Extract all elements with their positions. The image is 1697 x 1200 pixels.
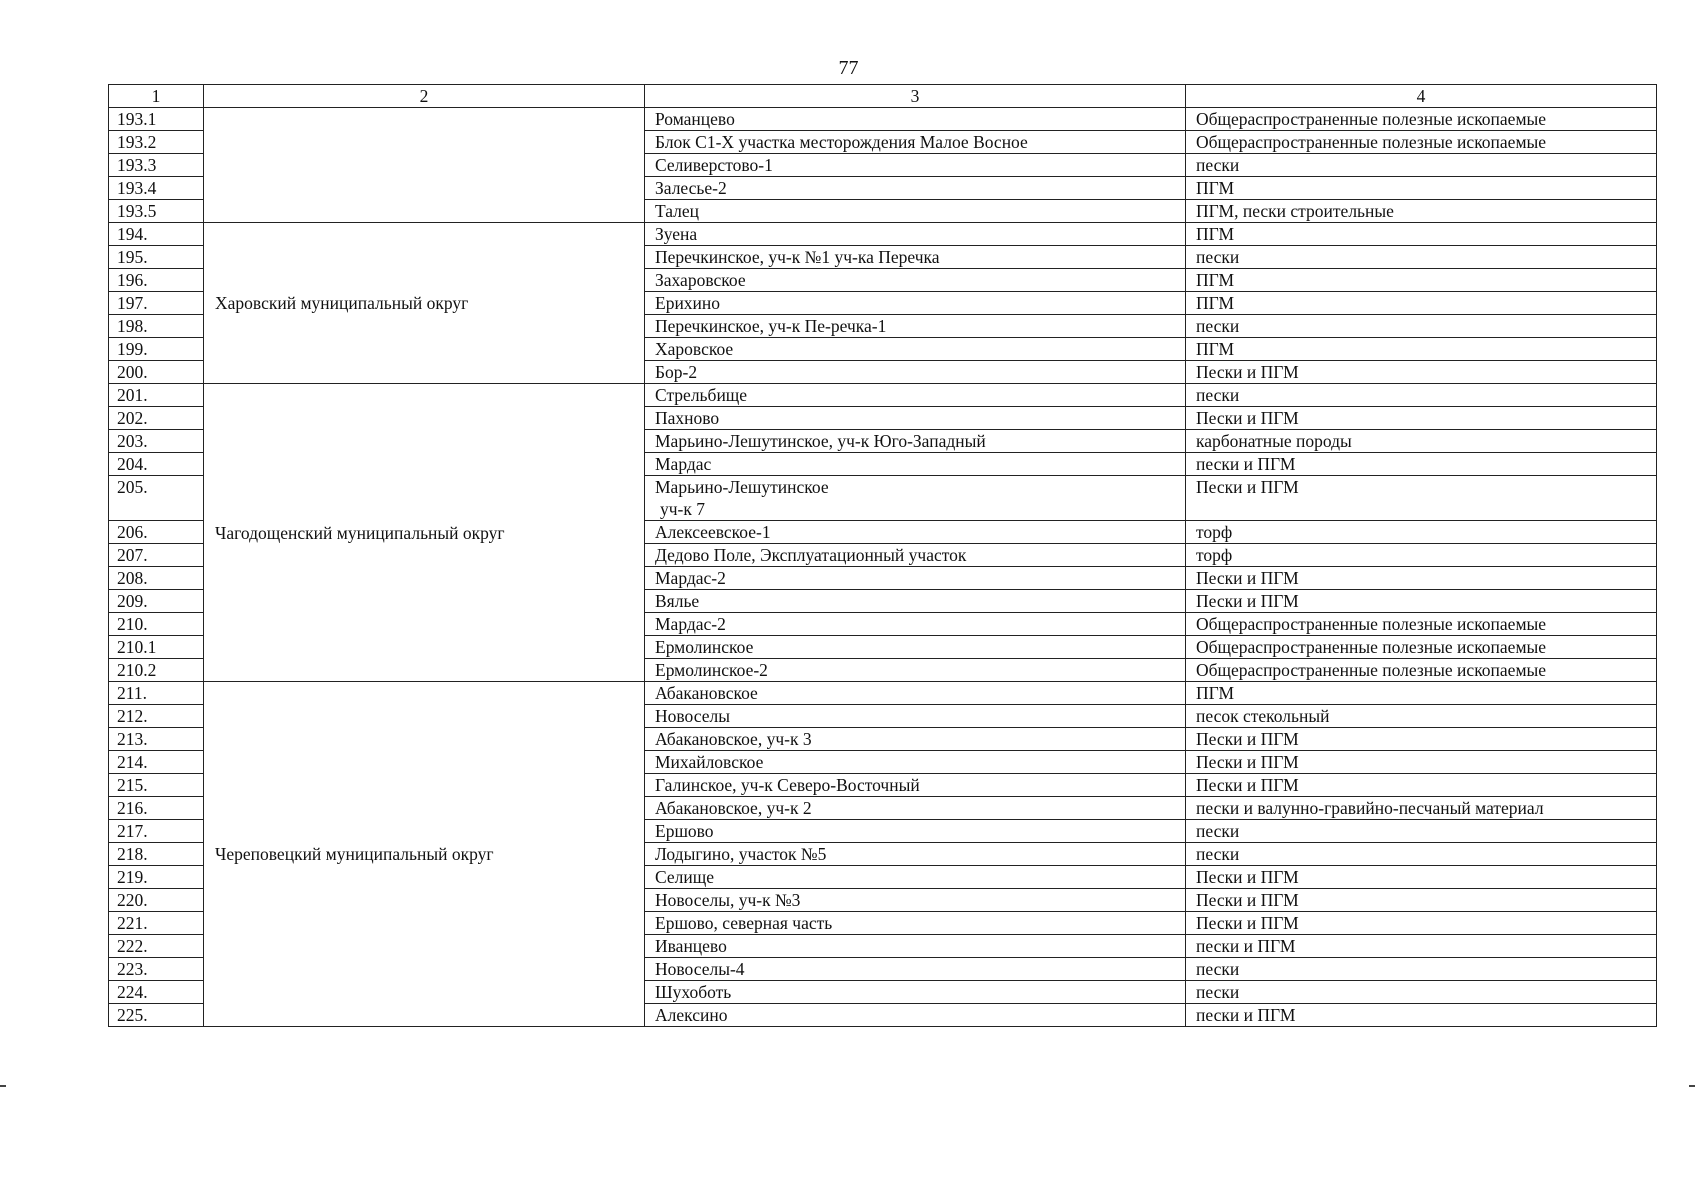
deposit-name-cell <box>645 246 1186 269</box>
column-header-2: 2 <box>204 85 645 108</box>
row-number-cell: 213. <box>109 728 204 751</box>
deposit-name-cell <box>645 912 1186 935</box>
resource-type-cell: Пески и ПГМ <box>1186 476 1657 521</box>
deposit-name: Новоселы, уч-к №3 <box>655 890 801 910</box>
deposit-name-cell <box>645 544 1186 567</box>
deposit-name-cell <box>645 567 1186 590</box>
deposit-name-cell <box>645 636 1186 659</box>
deposit-name-cell <box>645 223 1186 246</box>
deposit-name: Захаровское <box>655 270 746 290</box>
column-header-4: 4 <box>1186 85 1657 108</box>
row-number-cell: 193.4 <box>109 177 204 200</box>
row-number-cell: 207. <box>109 544 204 567</box>
resource-type-cell: Общераспространенные полезные ископаемые <box>1186 131 1657 154</box>
deposit-name: Ершово, северная часть <box>655 913 833 933</box>
deposit-name: Дедово Поле, Эксплуатационный участок <box>655 545 967 565</box>
deposit-name: Мардас-2 <box>655 568 726 588</box>
deposit-name: Ермолинское <box>655 637 754 657</box>
deposit-name-cell <box>645 705 1186 728</box>
deposit-name: Алексино <box>655 1005 728 1025</box>
resource-type-cell: пески <box>1186 315 1657 338</box>
deposit-name: Михайловское <box>655 752 764 772</box>
table-row <box>109 108 1657 131</box>
resource-type-cell: Пески и ПГМ <box>1186 912 1657 935</box>
resource-type-cell: Пески и ПГМ <box>1186 590 1657 613</box>
row-number-cell: 222. <box>109 935 204 958</box>
deposit-name-cell <box>645 889 1186 912</box>
deposit-name: Селиверстово-1 <box>655 155 773 175</box>
resource-type-cell: ПГМ <box>1186 682 1657 705</box>
resource-type-cell: Пески и ПГМ <box>1186 866 1657 889</box>
deposit-name-cell <box>645 935 1186 958</box>
deposit-name-cell <box>645 728 1186 751</box>
deposit-name: Ершово <box>655 821 714 841</box>
column-header-1: 1 <box>109 85 204 108</box>
row-number-cell: 223. <box>109 958 204 981</box>
deposit-name-cell <box>645 269 1186 292</box>
deposit-name: Ермолинское-2 <box>655 660 768 680</box>
table-body <box>109 85 1657 1027</box>
row-number-cell: 203. <box>109 430 204 453</box>
page-number: 77 <box>838 57 859 79</box>
resource-type-cell: Пески и ПГМ <box>1186 751 1657 774</box>
row-number-cell: 204. <box>109 453 204 476</box>
row-number-cell: 198. <box>109 315 204 338</box>
deposit-name-cell <box>645 200 1186 223</box>
row-number-cell: 211. <box>109 682 204 705</box>
row-number-cell: 193.3 <box>109 154 204 177</box>
resource-type-cell: песок стекольный <box>1186 705 1657 728</box>
district-cell: Череповецкий муниципальный округ <box>204 682 645 1027</box>
deposit-name: Талец <box>655 201 700 221</box>
deposit-name: Стрельбище <box>655 385 748 405</box>
deposit-name: Иванцево <box>655 936 727 956</box>
deposit-name-cell <box>645 751 1186 774</box>
deposit-name: Абакановское, уч-к 3 <box>655 729 812 749</box>
deposit-name: Лодыгино, участок №5 <box>655 844 827 864</box>
row-number-cell: 219. <box>109 866 204 889</box>
deposit-name-cell <box>645 108 1186 131</box>
resource-type-cell: ПГМ <box>1186 338 1657 361</box>
deposit-name: Перечкинское, уч-к №1 уч-ка Перечка <box>655 247 940 267</box>
table-row <box>109 223 1657 246</box>
row-number-cell: 221. <box>109 912 204 935</box>
deposit-name: Зуена <box>655 224 698 244</box>
resource-type-cell: Пески и ПГМ <box>1186 361 1657 384</box>
row-number-cell: 220. <box>109 889 204 912</box>
row-number-cell: 205. <box>109 476 204 521</box>
row-number-cell: 193.2 <box>109 131 204 154</box>
row-number-cell: 193.1 <box>109 108 204 131</box>
deposit-name-cell <box>645 154 1186 177</box>
row-number-cell: 210. <box>109 613 204 636</box>
deposit-name: Шухоботь <box>655 982 732 1002</box>
deposit-name-cell <box>645 177 1186 200</box>
row-number-cell: 195. <box>109 246 204 269</box>
deposit-name-line2: уч-к 7 <box>660 499 706 519</box>
row-number-cell: 218. <box>109 843 204 866</box>
resource-type-cell: ПГМ <box>1186 177 1657 200</box>
deposit-name: Галинское, уч-к Северо-Восточный <box>655 775 920 795</box>
deposit-name-cell <box>645 430 1186 453</box>
deposit-name: Харовское <box>655 339 734 359</box>
resource-type-cell: Пески и ПГМ <box>1186 728 1657 751</box>
resource-type-cell: карбонатные породы <box>1186 430 1657 453</box>
header-row <box>109 85 1657 108</box>
row-number-cell: 209. <box>109 590 204 613</box>
resource-type-cell: торф <box>1186 521 1657 544</box>
resource-type-cell: Пески и ПГМ <box>1186 889 1657 912</box>
resource-type-cell: пески <box>1186 958 1657 981</box>
row-number-cell: 202. <box>109 407 204 430</box>
deposit-name-cell <box>645 774 1186 797</box>
resource-type-cell: ПГМ <box>1186 223 1657 246</box>
row-number-cell: 193.5 <box>109 200 204 223</box>
row-number-cell: 214. <box>109 751 204 774</box>
deposit-name: Марьино-Лешутинское <box>655 477 829 497</box>
row-number-cell: 210.1 <box>109 636 204 659</box>
resource-type-cell: пески и валунно-гравийно-песчаный материал <box>1186 797 1657 820</box>
deposit-name: Ерихино <box>655 293 721 313</box>
deposit-name-cell <box>645 338 1186 361</box>
deposit-name: Абакановское, уч-к 2 <box>655 798 812 818</box>
resource-type-cell: пески и ПГМ <box>1186 453 1657 476</box>
deposit-name-cell <box>645 453 1186 476</box>
deposit-name-cell <box>645 981 1186 1004</box>
row-number-cell: 201. <box>109 384 204 407</box>
district-cell: Чагодощенский муниципальный округ <box>204 384 645 682</box>
resource-type-cell: пески <box>1186 843 1657 866</box>
resource-type-cell: Общераспространенные полезные ископаемые <box>1186 108 1657 131</box>
table-row <box>109 384 1657 407</box>
deposit-name-cell <box>645 292 1186 315</box>
row-number-cell: 199. <box>109 338 204 361</box>
deposit-name-cell <box>645 866 1186 889</box>
resource-type-cell: пески и ПГМ <box>1186 1004 1657 1027</box>
deposit-name-cell <box>645 590 1186 613</box>
deposit-name-cell <box>645 476 1186 521</box>
district-cell <box>204 108 645 223</box>
deposit-name-cell <box>645 315 1186 338</box>
resource-type-cell: Общераспространенные полезные ископаемые <box>1186 659 1657 682</box>
deposit-name: Марьино-Лешутинское, уч-к Юго-Западный <box>655 431 986 451</box>
deposit-name: Новоселы-4 <box>655 959 745 979</box>
table-row <box>109 682 1657 705</box>
row-number-cell: 196. <box>109 269 204 292</box>
row-number-cell: 215. <box>109 774 204 797</box>
deposit-name-cell <box>645 521 1186 544</box>
resource-type-cell: Пески и ПГМ <box>1186 567 1657 590</box>
row-number-cell: 210.2 <box>109 659 204 682</box>
deposits-table <box>108 84 1657 1027</box>
resource-type-cell: пески <box>1186 246 1657 269</box>
deposit-name-cell <box>645 361 1186 384</box>
deposit-name-cell <box>645 613 1186 636</box>
deposit-name-cell <box>645 384 1186 407</box>
left-edge-mark <box>0 1085 6 1087</box>
row-number-cell: 200. <box>109 361 204 384</box>
resource-type-cell: ПГМ, пески строительные <box>1186 200 1657 223</box>
deposit-name: Перечкинское, уч-к Пе-речка-1 <box>655 316 887 336</box>
deposit-name: Блок С1-Х участка месторождения Малое Восное <box>655 132 1028 152</box>
row-number-cell: 216. <box>109 797 204 820</box>
row-number-cell: 217. <box>109 820 204 843</box>
deposit-name: Мардас-2 <box>655 614 726 634</box>
row-number-cell: 225. <box>109 1004 204 1027</box>
row-number-cell: 206. <box>109 521 204 544</box>
deposit-name: Мардас <box>655 454 712 474</box>
deposit-name-cell <box>645 682 1186 705</box>
deposit-name: Абакановское <box>655 683 758 703</box>
deposit-name: Селище <box>655 867 714 887</box>
deposit-name-cell <box>645 820 1186 843</box>
row-number-cell: 224. <box>109 981 204 1004</box>
deposit-name: Алексеевское-1 <box>655 522 771 542</box>
deposit-name: Романцево <box>655 109 735 129</box>
deposit-name: Пахново <box>655 408 720 428</box>
row-number-cell: 197. <box>109 292 204 315</box>
deposit-name-cell <box>645 131 1186 154</box>
row-number-cell: 208. <box>109 567 204 590</box>
deposit-name: Вялье <box>655 591 700 611</box>
deposit-name-cell <box>645 843 1186 866</box>
deposit-name: Бор-2 <box>655 362 698 382</box>
column-header-3: 3 <box>645 85 1186 108</box>
resource-type-cell: пески <box>1186 820 1657 843</box>
deposit-name-cell <box>645 407 1186 430</box>
row-number-cell: 212. <box>109 705 204 728</box>
resource-type-cell: торф <box>1186 544 1657 567</box>
resource-type-cell: ПГМ <box>1186 269 1657 292</box>
resource-type-cell: пески и ПГМ <box>1186 935 1657 958</box>
resource-type-cell: Пески и ПГМ <box>1186 407 1657 430</box>
district-cell: Харовский муниципальный округ <box>204 223 645 384</box>
deposit-name-cell <box>645 659 1186 682</box>
deposit-name-cell <box>645 797 1186 820</box>
resource-type-cell: ПГМ <box>1186 292 1657 315</box>
resource-type-cell: пески <box>1186 981 1657 1004</box>
deposit-name-cell <box>645 1004 1186 1027</box>
resource-type-cell: пески <box>1186 384 1657 407</box>
row-number-cell: 194. <box>109 223 204 246</box>
deposit-name-cell <box>645 958 1186 981</box>
resource-type-cell: пески <box>1186 154 1657 177</box>
deposit-name: Залесье-2 <box>655 178 727 198</box>
resource-type-cell: Общераспространенные полезные ископаемые <box>1186 636 1657 659</box>
deposit-name: Новоселы <box>655 706 730 726</box>
resource-type-cell: Пески и ПГМ <box>1186 774 1657 797</box>
resource-type-cell: Общераспространенные полезные ископаемые <box>1186 613 1657 636</box>
right-edge-mark <box>1689 1085 1695 1087</box>
